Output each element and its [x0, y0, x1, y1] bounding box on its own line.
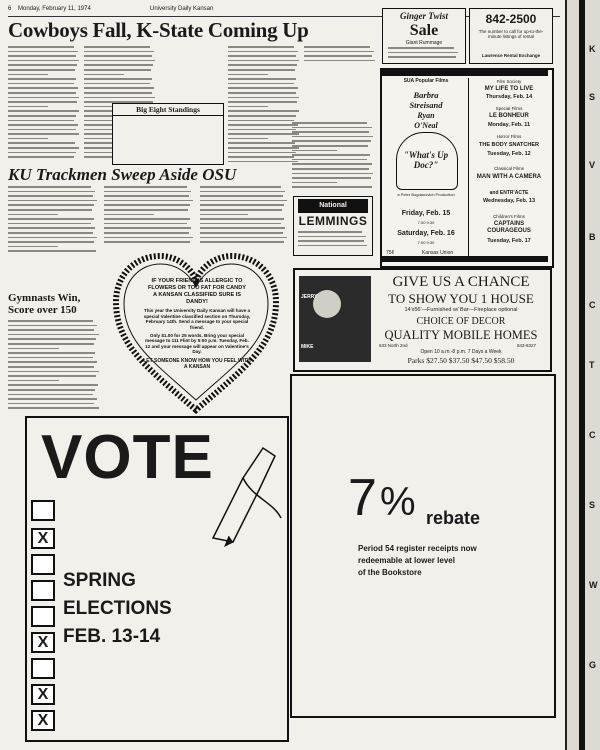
valentine-text — [142, 278, 252, 371]
text-line — [8, 83, 74, 85]
films-classical: Classical Films — [493, 166, 524, 171]
text-line — [104, 200, 193, 202]
text-line — [200, 223, 281, 225]
rebate-line1: Period 54 register receipts now — [358, 544, 477, 553]
text-line — [8, 78, 76, 80]
standings-rows — [113, 116, 223, 120]
edge-letter-10: G — [589, 660, 597, 670]
films-date2: Saturday, Feb. 16 — [397, 230, 455, 237]
headline-cowboys: Cowboys Fall, K-State Coming Up — [8, 18, 309, 42]
text-line — [228, 133, 299, 135]
text-line — [104, 237, 193, 239]
page-fold-bar — [579, 0, 585, 750]
text-line — [388, 56, 456, 58]
rental-phone-number: 842-2500 — [485, 12, 537, 26]
text-line — [84, 60, 155, 62]
salesman-jerry: JERRY — [301, 294, 318, 300]
films-price: 75¢ — [386, 250, 395, 256]
text-line — [292, 173, 373, 175]
edge-letter-4: B — [589, 232, 596, 242]
valentine-t3: This year the University Daily Kansan will have a special Valentine classified section on Thursday, February 14th. Send a message to your special friend. — [143, 308, 251, 330]
film-strip-bar-bottom — [382, 256, 548, 262]
text-line — [8, 138, 48, 140]
text-line — [8, 142, 75, 144]
ballot-box-6: X — [31, 632, 55, 653]
film4-date: Wednesday, Feb. 13 — [482, 198, 536, 204]
text-line — [228, 120, 294, 122]
text-line — [298, 240, 364, 242]
text-line — [292, 131, 369, 133]
text-line — [8, 46, 74, 48]
text-line — [8, 101, 77, 103]
text-line — [228, 69, 295, 71]
text-line — [228, 110, 299, 112]
text-line — [200, 232, 283, 234]
film-strip-bar-top — [382, 70, 548, 76]
text-line — [8, 361, 97, 363]
text-line — [8, 74, 48, 76]
film1-date: Thursday, Feb. 14 — [485, 94, 533, 100]
film2-title: LE BONHEUR — [489, 113, 529, 119]
text-line — [228, 115, 296, 117]
text-line — [228, 138, 268, 140]
text-line — [8, 156, 74, 158]
big-eight-standings — [112, 103, 224, 165]
films-star2: Streisand — [409, 100, 443, 110]
text-line — [292, 177, 371, 179]
edge-letter-2: S — [589, 92, 596, 102]
text-line — [200, 237, 287, 239]
ballot-box-9: X — [31, 710, 55, 731]
text-line — [292, 186, 372, 188]
film1-title: MY LIFE TO LIVE — [484, 86, 534, 92]
rebate-percent: 7 — [348, 469, 377, 527]
text-line — [8, 214, 58, 216]
film3-date: Tuesday, Feb. 12 — [487, 151, 531, 157]
text-line — [84, 46, 150, 48]
text-line — [8, 120, 74, 122]
text-line — [304, 55, 372, 57]
garage-sale-word: Sale — [409, 22, 439, 39]
text-line — [228, 147, 299, 149]
text-line — [388, 47, 454, 49]
film5-title: CAPTAINS COURAGEOUS — [487, 221, 531, 234]
text-line — [104, 223, 187, 225]
valentine-t2: A KANSAN CLASSIFIED SURE IS DANDY! — [152, 292, 242, 305]
films-star3: Ryan — [417, 111, 435, 120]
valentine-t5: LET SOMEONE KNOW HOW YOU FEEL WITH A KANSAN — [143, 357, 251, 371]
text-line — [228, 51, 298, 53]
text-line — [104, 209, 188, 211]
text-line — [200, 241, 284, 243]
stats-rows — [292, 122, 374, 194]
text-line — [298, 236, 366, 238]
text-line — [8, 218, 94, 220]
text-line — [8, 384, 98, 386]
ballot-box-5 — [31, 606, 55, 627]
text-line — [8, 375, 96, 377]
text-line — [200, 209, 282, 211]
films-date1: Friday, Feb. 15 — [401, 210, 451, 217]
text-line — [228, 46, 294, 48]
film3-title: THE BODY SNATCHER — [479, 142, 539, 148]
mobile-line3: 14'x56'—Furnished w/ Bar—Fireplace optional — [404, 307, 518, 313]
rebate-percent-sign: % — [380, 480, 416, 524]
text-line — [228, 142, 295, 144]
text-line — [8, 371, 99, 373]
film4-sub: and ENTR'ACTE — [489, 190, 529, 196]
text-line — [8, 195, 93, 197]
text-line — [84, 87, 154, 89]
text-line — [8, 60, 79, 62]
text-line — [8, 106, 48, 108]
text-line — [84, 64, 153, 66]
text-line — [8, 366, 94, 368]
text-line — [84, 51, 154, 53]
lemmings-top: National — [298, 199, 368, 213]
text-line — [84, 69, 151, 71]
masthead-date: Monday, February 11, 1974 — [18, 6, 91, 12]
text-line — [8, 352, 95, 354]
text-line — [292, 168, 369, 170]
text-line — [8, 357, 93, 359]
text-line — [8, 394, 93, 396]
story-cowboys-col1 — [8, 46, 80, 162]
text-line — [8, 55, 76, 57]
films-title: "What's Up Doc?" — [403, 150, 449, 170]
text-line — [292, 145, 368, 147]
story-gymnasts — [8, 320, 100, 412]
films-divider — [468, 78, 469, 258]
text-line — [104, 195, 189, 197]
text-line — [200, 200, 287, 202]
text-line — [8, 204, 94, 206]
edge-letter-3: V — [589, 160, 596, 170]
rental-phone-line2: Lawrence Rental Exchange — [481, 53, 541, 58]
text-line — [8, 325, 97, 327]
garage-sale-ad — [382, 8, 466, 64]
headline-gymnasts: Gymnasts Win, Score over 150 — [8, 292, 81, 316]
salesman-mike: MIKE — [301, 344, 314, 350]
film5-date: Tuesday, Feb. 17 — [487, 238, 531, 244]
text-line — [8, 147, 79, 149]
mobile-line2: TO SHOW YOU 1 HOUSE — [388, 291, 534, 306]
sua-films-ad — [380, 68, 554, 268]
rebate-line3: of the Bookstore — [358, 568, 422, 577]
ballot-box-4 — [31, 580, 55, 601]
text-line — [8, 338, 96, 340]
text-line — [84, 55, 152, 57]
mobile-hours: Open 10 a.m.-8 p.m. 7 Days a Week — [420, 349, 502, 355]
text-line — [228, 106, 268, 108]
text-line — [228, 92, 296, 94]
story-cowboys-col3 — [228, 46, 300, 166]
text-line — [200, 195, 283, 197]
mobile-address: 633 North 2nd — [379, 343, 408, 348]
text-line — [298, 231, 362, 233]
text-line — [228, 156, 294, 158]
text-line — [228, 87, 298, 89]
text-line — [8, 64, 77, 66]
text-line — [228, 152, 296, 154]
garage-sale-line2: Giant Rummage — [405, 40, 443, 46]
edge-letter-6: T — [589, 360, 595, 370]
film4-title: MAN WITH A CAMERA — [476, 174, 542, 180]
masthead-paper: University Daily Kansan — [150, 6, 214, 12]
edge-letter-9: W — [589, 580, 598, 590]
text-line — [298, 245, 367, 247]
mobile-parks: Parks $27.50 $37.50 $47.50 $58.50 — [407, 356, 515, 365]
text-line — [292, 182, 337, 184]
text-line — [8, 250, 96, 252]
films-star1: Barbra — [413, 90, 439, 100]
text-line — [104, 204, 190, 206]
text-line — [292, 136, 373, 138]
story-trackmen-col2 — [104, 186, 194, 246]
text-line — [8, 246, 58, 248]
text-line — [8, 200, 97, 202]
text-line — [8, 209, 92, 211]
text-line — [8, 51, 78, 53]
films-special: Special Films — [495, 106, 523, 111]
vote-line3: FEB. 13-14 — [63, 626, 161, 647]
rental-phone-ad — [469, 8, 553, 64]
text-line — [84, 97, 155, 99]
text-line — [292, 163, 372, 165]
text-line — [200, 214, 248, 216]
text-line — [8, 223, 91, 225]
garage-sale-title: Ginger Twist — [400, 11, 448, 21]
vote-ad — [25, 416, 289, 742]
films-star4: O'Neal — [414, 121, 438, 130]
text-line — [8, 227, 95, 229]
text-line — [104, 191, 191, 193]
lemmings-name: LEMMINGS — [298, 214, 368, 228]
text-line — [8, 124, 78, 126]
text-line — [292, 154, 370, 156]
ballot-box-7 — [31, 658, 55, 679]
text-line — [8, 348, 59, 350]
text-line — [292, 122, 367, 124]
text-line — [8, 87, 78, 89]
text-line — [200, 186, 281, 188]
text-line — [8, 380, 59, 382]
vote-line2: ELECTIONS — [63, 598, 172, 619]
text-line — [304, 46, 370, 48]
text-line — [8, 115, 76, 117]
text-line — [84, 78, 152, 80]
text-line — [200, 204, 284, 206]
text-line — [200, 227, 285, 229]
text-line — [228, 64, 297, 66]
story-trackmen-col3 — [200, 186, 288, 246]
films-credit: a Peter Bogdanovich Production — [397, 192, 455, 197]
text-line — [8, 133, 79, 135]
text-line — [228, 161, 298, 163]
text-line — [8, 329, 94, 331]
text-line — [200, 218, 284, 220]
films-times1: 7:00 9:30 — [417, 220, 435, 225]
films-times2: 7:00 9:30 — [417, 240, 435, 245]
story-cowboys-col4 — [304, 46, 376, 66]
films-children: Children's Films — [493, 214, 525, 219]
text-line — [84, 83, 150, 85]
text-line — [8, 232, 93, 234]
text-line — [8, 97, 79, 99]
text-line — [292, 127, 372, 129]
text-line — [8, 237, 97, 239]
text-line — [104, 241, 190, 243]
text-line — [104, 214, 154, 216]
text-line — [104, 186, 187, 188]
text-line — [8, 69, 75, 71]
edge-letter-8: S — [589, 500, 596, 510]
ballot-box-3 — [31, 554, 55, 575]
ballot-box-1 — [31, 500, 55, 521]
text-line — [8, 403, 94, 405]
adjacent-page-edge — [565, 0, 600, 750]
text-line — [8, 407, 99, 409]
page-number: 6 — [8, 6, 12, 12]
text-line — [8, 241, 94, 243]
lemmings-fine-print — [298, 231, 368, 251]
text-line — [84, 74, 124, 76]
films-horror: Horror Films — [496, 134, 522, 139]
text-line — [104, 218, 190, 220]
films-society: Film Society — [496, 79, 522, 84]
garage-sale-fine-print — [388, 47, 460, 61]
mobile-line1: GIVE US A CHANCE — [392, 274, 530, 290]
text-line — [228, 74, 268, 76]
vote-word: VOTE — [41, 423, 214, 492]
text-line — [8, 343, 94, 345]
text-line — [8, 334, 99, 336]
text-line — [292, 159, 367, 161]
text-line — [8, 389, 95, 391]
stats-table — [292, 122, 374, 194]
text-line — [8, 92, 76, 94]
text-line — [292, 140, 371, 142]
edge-letter-7: C — [589, 430, 596, 440]
rebate-line2: redeemable at lower level — [358, 556, 455, 565]
text-line — [84, 92, 152, 94]
ballot-box-8: X — [31, 684, 55, 705]
edge-letter-5: C — [589, 300, 596, 310]
lemmings-ad — [293, 196, 373, 256]
text-line — [8, 186, 91, 188]
hand-pen-illustration — [203, 438, 283, 548]
standings-title: Big Eight Standings — [113, 104, 223, 116]
rebate-word: rebate — [426, 508, 481, 528]
text-line — [228, 78, 296, 80]
mobile-line5: QUALITY MOBILE HOMES — [384, 328, 538, 342]
valentine-t4: Only $1.00 for 25 words. Bring your special message to 111 Flint by 5:00 p.m. Tuesday, Feb. 12 and your message will appear on Valentine's Day. — [145, 333, 249, 355]
text-line — [8, 110, 79, 112]
story-trackmen-col1 — [8, 186, 98, 256]
edge-letter-1: K — [589, 44, 596, 54]
text-line — [304, 60, 375, 62]
mobile-phone: 843-8327 — [517, 343, 537, 348]
text-line — [104, 227, 191, 229]
text-line — [228, 83, 294, 85]
text-line — [228, 129, 296, 131]
vote-line1: SPRING — [63, 570, 136, 591]
text-line — [228, 101, 297, 103]
text-line — [228, 60, 299, 62]
text-line — [388, 52, 458, 54]
text-line — [304, 51, 374, 53]
films-venue: Kansas Union — [422, 250, 454, 256]
rental-phone-line1: The number to call for up-to-the-minute listings of rental — [478, 29, 544, 39]
films-heading: SUA Popular Films — [403, 78, 449, 84]
text-line — [8, 398, 97, 400]
text-line — [228, 97, 299, 99]
ballot-box-2: X — [31, 528, 55, 549]
mobile-line4: CHOICE OF DECOR — [416, 316, 506, 327]
text-line — [8, 129, 76, 131]
text-line — [292, 150, 337, 152]
headline-trackmen: KU Trackmen Sweep Aside OSU — [8, 165, 237, 184]
bookstore-rebate-ad — [290, 374, 556, 718]
valentine-t1: IF YOUR FRIEND IS ALLERGIC TO FLOWERS OR TOO FAT FOR CANDY — [148, 278, 246, 291]
text-line — [228, 55, 296, 57]
text-line — [228, 124, 298, 126]
text-line — [200, 191, 285, 193]
mobile-homes-ad — [293, 268, 552, 372]
text-line — [8, 152, 76, 154]
text-line — [104, 232, 189, 234]
film2-date: Monday, Feb. 11 — [487, 122, 531, 128]
text-line — [8, 191, 95, 193]
text-line — [8, 320, 93, 322]
